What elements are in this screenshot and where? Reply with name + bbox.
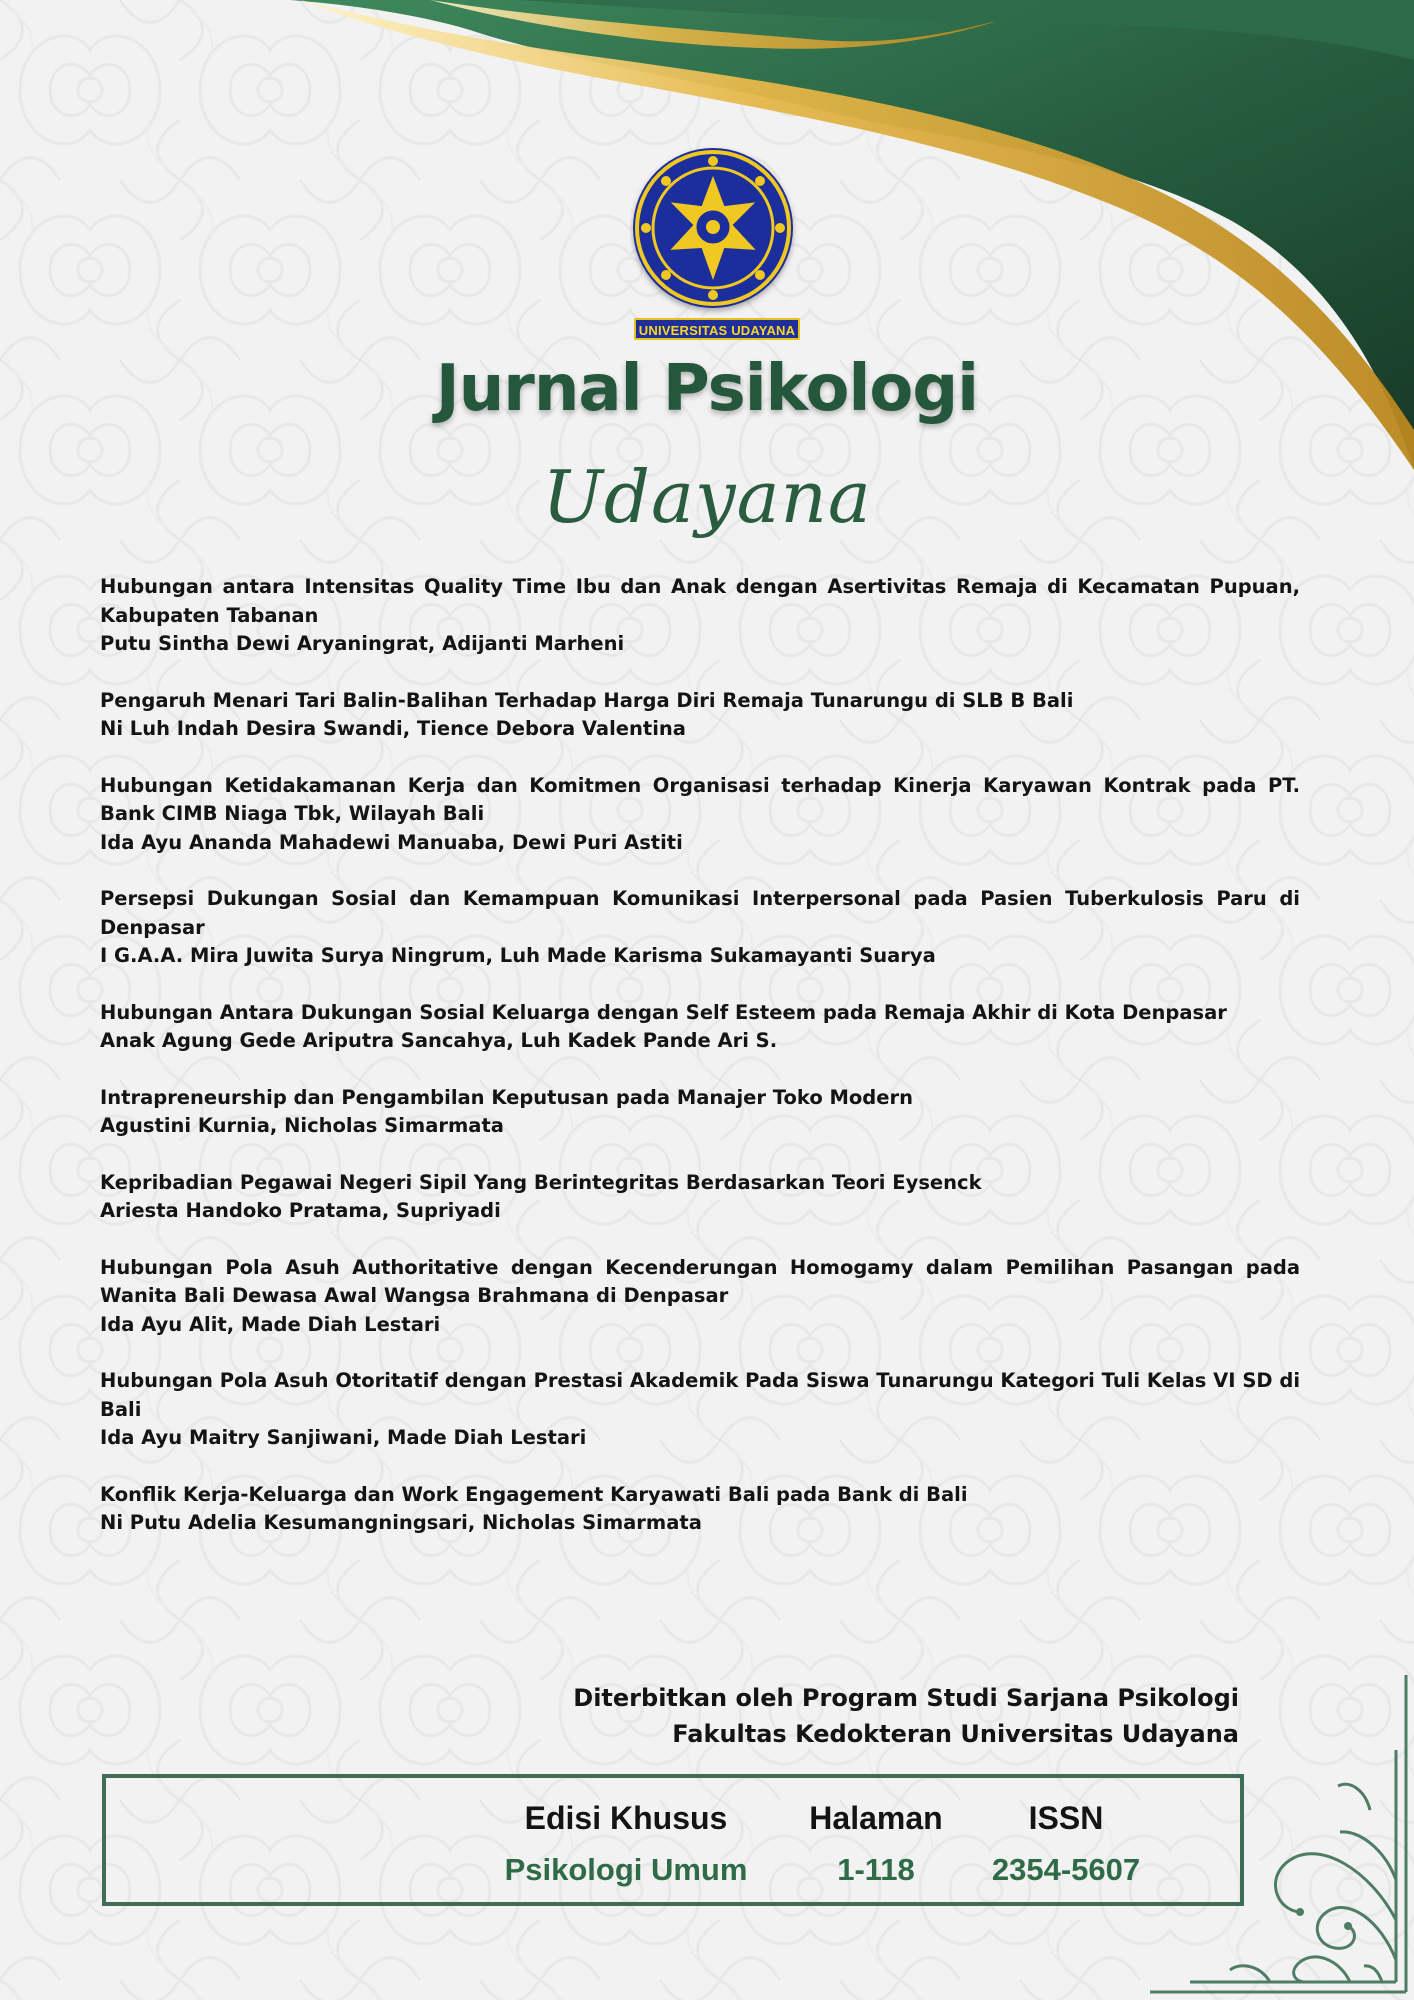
list-item bbox=[100, 1169, 1300, 1226]
list-item bbox=[100, 573, 1300, 659]
article-title: Pengaruh Menari Tari Balin-Balihan Terhadap Harga Diri Remaja Tunarungu di SLB B Bali bbox=[100, 688, 1074, 712]
article-title: Hubungan Ketidakamanan Kerja dan Komitmen Organisasi terhadap Kinerja Karyawan Kontrak pada PT. Bank CIMB Niaga Tbk, Wilayah Bali bbox=[100, 773, 1300, 825]
article-authors: Ariesta Handoko Pratama, Supriyadi bbox=[100, 1199, 501, 1222]
publisher-line-1: Diterbitkan oleh Program Studi Sarjana Psikologi bbox=[573, 1684, 1239, 1712]
article-authors: Putu Sintha Dewi Aryaningrat, Adijanti Marheni bbox=[100, 632, 625, 655]
article-authors: Agustini Kurnia, Nicholas Simarmata bbox=[100, 1114, 504, 1137]
list-item bbox=[100, 1367, 1300, 1453]
pages-column bbox=[796, 1800, 956, 1888]
edition-label: Edisi Khusus bbox=[524, 1800, 728, 1836]
edition-value: Psikologi Umum bbox=[504, 1852, 748, 1887]
article-authors: I G.A.A. Mira Juwita Surya Ningrum, Luh Made Karisma Sukamayanti Suarya bbox=[100, 944, 936, 967]
pages-label: Halaman bbox=[809, 1800, 943, 1836]
article-title: Persepsi Dukungan Sosial dan Kemampuan Komunikasi Interpersonal pada Pasien Tuberkulosis Paru di Denpasar bbox=[100, 887, 1300, 939]
article-title: Kepribadian Pegawai Negeri Sipil Yang Berintegritas Berdasarkan Teori Eysenck bbox=[100, 1170, 982, 1194]
corner-ornament bbox=[1150, 1670, 1414, 2000]
article-title: Intrapreneurship dan Pengambilan Keputusan pada Manajer Toko Modern bbox=[100, 1085, 913, 1109]
article-authors: Ni Luh Indah Desira Swandi, Tience Debora Valentina bbox=[100, 717, 686, 740]
university-logo bbox=[630, 145, 800, 345]
article-authors: Ida Ayu Maitry Sanjiwani, Made Diah Lestari bbox=[100, 1426, 587, 1449]
article-title: Hubungan Pola Asuh Authoritative dengan Kecenderungan Homogamy dalam Pemilihan Pasangan pada Wanita Bali Dewasa Awal Wangsa Brahmana di Denpasar bbox=[100, 1255, 1300, 1307]
list-item bbox=[100, 885, 1300, 971]
article-authors: Ida Ayu Alit, Made Diah Lestari bbox=[100, 1312, 441, 1336]
list-item bbox=[100, 1084, 1300, 1141]
pages-value: 1-118 bbox=[837, 1852, 915, 1887]
journal-title: Jurnal Psikologi bbox=[435, 352, 979, 426]
table-of-contents bbox=[100, 573, 1300, 1566]
article-title: Hubungan Pola Asuh Otoritatif dengan Prestasi Akademik Pada Siswa Tunarungu Kategori Tuli Kelas VI SD di Bali bbox=[100, 1369, 1300, 1421]
article-title: Hubungan Antara Dukungan Sosial Keluarga dengan Self Esteem pada Remaja Akhir di Kota Denpasar bbox=[100, 1000, 1227, 1024]
issn-column bbox=[966, 1800, 1166, 1888]
list-item bbox=[100, 1254, 1300, 1340]
article-authors: Anak Agung Gede Ariputra Sancahya, Luh Kadek Pande Ari S. bbox=[100, 1029, 778, 1052]
journal-subtitle: Udayana bbox=[542, 455, 872, 539]
university-logo-label: UNIVERSITAS UDAYANA bbox=[634, 318, 800, 340]
list-item bbox=[100, 772, 1300, 858]
list-item bbox=[100, 999, 1300, 1056]
article-authors: Ni Putu Adelia Kesumangningsari, Nicholas Simarmata bbox=[100, 1511, 702, 1534]
article-title: Hubungan antara Intensitas Quality Time Ibu dan Anak dengan Asertivitas Remaja di Kecamatan Pupuan, Kabupaten Tabanan bbox=[100, 575, 1300, 627]
info-box bbox=[102, 1774, 1244, 1906]
publisher-block bbox=[573, 1680, 1239, 1752]
article-title: Konflik Kerja-Keluarga dan Work Engagement Karyawati Bali pada Bank di Bali bbox=[100, 1482, 968, 1506]
list-item bbox=[100, 1481, 1300, 1538]
issn-value: 2354-5607 bbox=[991, 1852, 1141, 1887]
list-item bbox=[100, 687, 1300, 744]
edition-column bbox=[461, 1800, 791, 1888]
article-authors: Ida Ayu Ananda Mahadewi Manuaba, Dewi Puri Astiti bbox=[100, 830, 683, 854]
publisher-line-2: Fakultas Kedokteran Universitas Udayana bbox=[672, 1720, 1239, 1748]
issn-label: ISSN bbox=[1028, 1800, 1104, 1836]
